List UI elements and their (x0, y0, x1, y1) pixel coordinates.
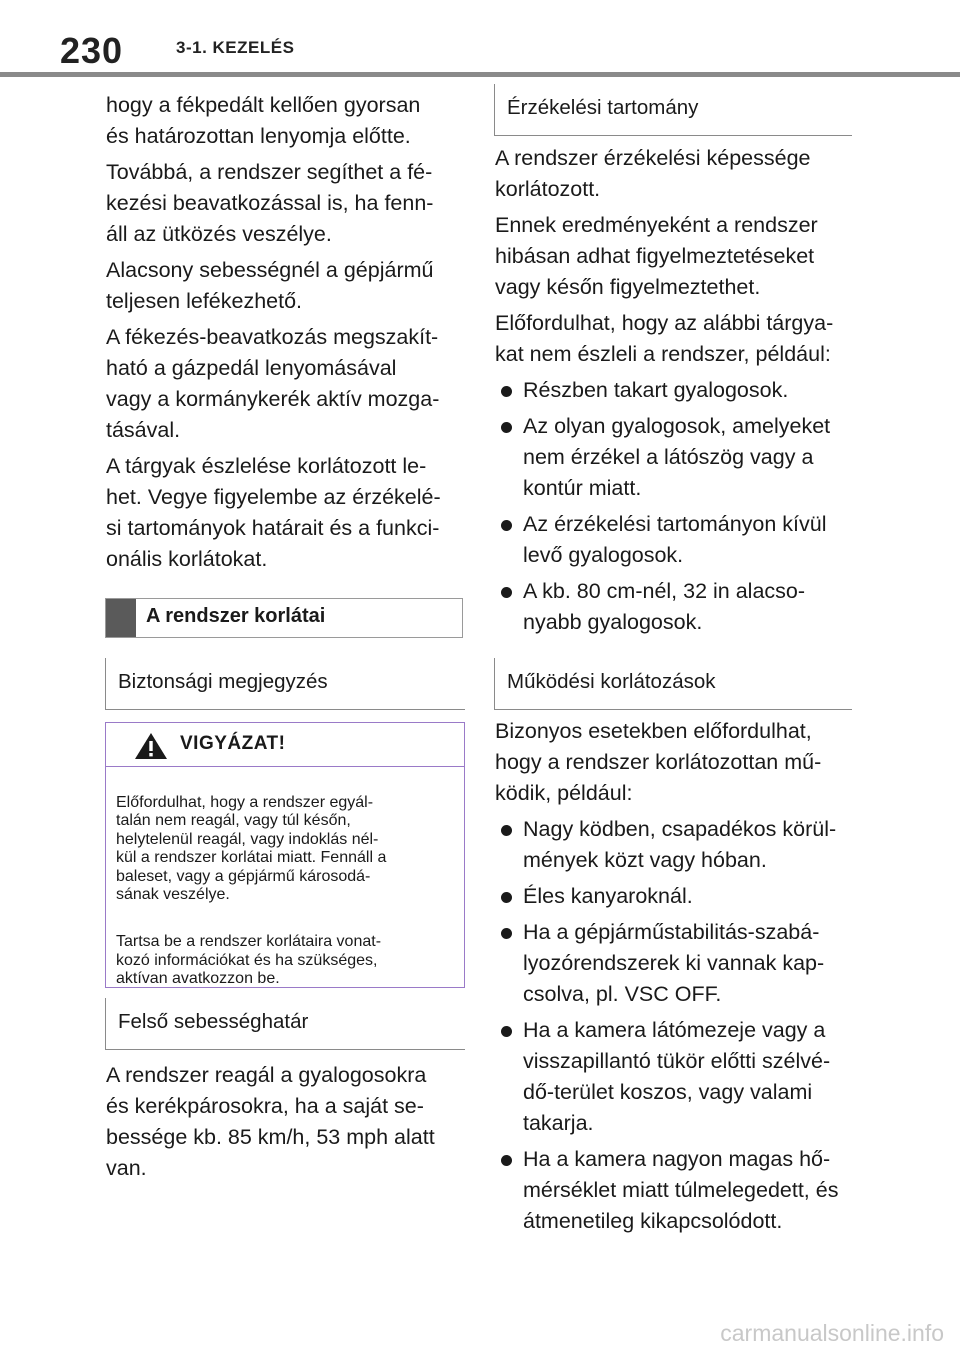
header-rule (0, 72, 960, 77)
paragraph: A tárgyak észlelése korlátozott le- het. Vegye figyelembe az érzékelé- si tartományok határait és a funkci- onális korlátokat. (106, 454, 441, 571)
left-column (106, 90, 466, 580)
list-item-text: Ha a kamera nagyon magas hő- mérséklet miatt túlmelegedett, és átmenetileg kikapcsolódott. (523, 1147, 839, 1233)
warning-triangle-icon (134, 732, 168, 765)
system-limits-heading (105, 598, 463, 638)
list-item (495, 576, 855, 638)
list-item-text: A kb. 80 cm-nél, 32 in alacso- nyabb gyalogosok. (523, 579, 806, 634)
list-item-text: Ha a gépjárműstabilitás-szabá- lyozórendszerek ki vannak kap- csolva, pl. VSC OFF. (523, 920, 825, 1006)
system-limits-heading-text: A rendszer korlátai (146, 605, 326, 627)
operating-limits-heading-text: Működési korlátozások (507, 670, 716, 693)
warning-body (116, 775, 456, 1017)
paragraph: hogy a fékpedált kellően gyorsan és határozottan lenyomja előtte. (106, 93, 421, 148)
list-item (495, 411, 855, 504)
detection-range-heading-text: Érzékelési tartomány (507, 96, 699, 119)
detection-range-heading (494, 84, 852, 136)
list-item-text: Az olyan gyalogosok, amelyeket nem érzékel a látószög vagy a kontúr miatt. (523, 414, 831, 500)
list-item (495, 814, 855, 876)
paragraph: Továbbá, a rendszer segíthet a fé- kezési beavatkozással is, ha fenn- áll az ütközés veszélye. (106, 160, 434, 246)
operating-bullet-list (495, 814, 855, 1237)
warning-text: Tartsa be a rendszer korlátaira vonat- kozó információkat és ha szükséges, aktívan avatkozzon be. (116, 933, 382, 987)
list-item-text: Az érzékelési tartományon kívül levő gyalogosok. (523, 512, 827, 567)
detection-range-block (495, 143, 855, 643)
safety-note-heading (105, 658, 465, 710)
page-number: 230 (60, 30, 124, 71)
list-item (495, 917, 855, 1010)
watermark: carmanualsonline.info (720, 1320, 944, 1346)
speed-limit-heading (105, 998, 465, 1050)
warning-header (106, 723, 464, 767)
bullet-dot-icon (501, 892, 512, 903)
speed-limit-heading-text: Felső sebességhatár (118, 1010, 309, 1033)
list-item-text: Részben takart gyalogosok. (523, 378, 789, 402)
paragraph: A fékezés-beavatkozás megszakít- ható a gázpedál lenyomásával vagy a kormánykerék aktív mozga- tásával. (106, 325, 440, 442)
safety-note-heading-text: Biztonsági megjegyzés (118, 670, 328, 693)
bullet-dot-icon (501, 825, 512, 836)
operating-limits-block (495, 716, 855, 1242)
operating-limits-heading (494, 658, 852, 710)
bullet-dot-icon (501, 928, 512, 939)
bullet-dot-icon (501, 1026, 512, 1037)
detection-bullet-list (495, 375, 855, 638)
page-header (0, 0, 960, 78)
paragraph: Alacsony sebességnél a gépjármű teljesen lefékezhető. (106, 258, 434, 313)
paragraph: Ennek eredményeként a rendszer hibásan adhat figyelmeztetéseket vagy későn figyelmeztethet. (495, 213, 818, 299)
list-item-text: Ha a kamera látómezeje vagy a visszapillantó tükör előtti szélvé- dő-terület koszos, vagy valami takarja. (523, 1018, 831, 1135)
warning-text: Előfordulhat, hogy a rendszer egyál- talán nem reagál, vagy túl későn, helytelenül reagál, vagy indoklás nél- kül a rendszer korlátai miatt. Fennáll a baleset, vagy a gépjármű károsodá- sának veszélye. (116, 793, 387, 903)
speed-limit-text-block (106, 1060, 466, 1189)
paragraph: A rendszer reagál a gyalogosokra és kerékpárosokra, ha a saját se- bessége kb. 85 km/h, 53 mph alatt van. (106, 1063, 435, 1180)
list-item-text: Éles kanyaroknál. (523, 884, 693, 908)
warning-title: VIGYÁZAT! (180, 733, 286, 754)
paragraph: Bizonyos esetekben előfordulhat, hogy a rendszer korlátozottan mű- ködik, például: (495, 719, 822, 805)
bullet-dot-icon (501, 422, 512, 433)
list-item (495, 375, 855, 406)
paragraph: Előfordulhat, hogy az alábbi tárgya- kat nem észleli a rendszer, például: (495, 311, 834, 366)
list-item-text: Nagy ködben, csapadékos körül- mények közt vagy hóban. (523, 817, 837, 872)
list-item (495, 881, 855, 912)
section-title: 3-1. KEZELÉS (176, 38, 295, 57)
list-item (495, 509, 855, 571)
bullet-dot-icon (501, 587, 512, 598)
paragraph: A rendszer érzékelési képessége korlátozott. (495, 146, 811, 201)
bullet-dot-icon (501, 386, 512, 397)
list-item (495, 1144, 855, 1237)
bullet-dot-icon (501, 520, 512, 531)
bullet-dot-icon (501, 1155, 512, 1166)
list-item (495, 1015, 855, 1139)
heading-bar (106, 599, 136, 637)
warning-box (105, 722, 465, 988)
